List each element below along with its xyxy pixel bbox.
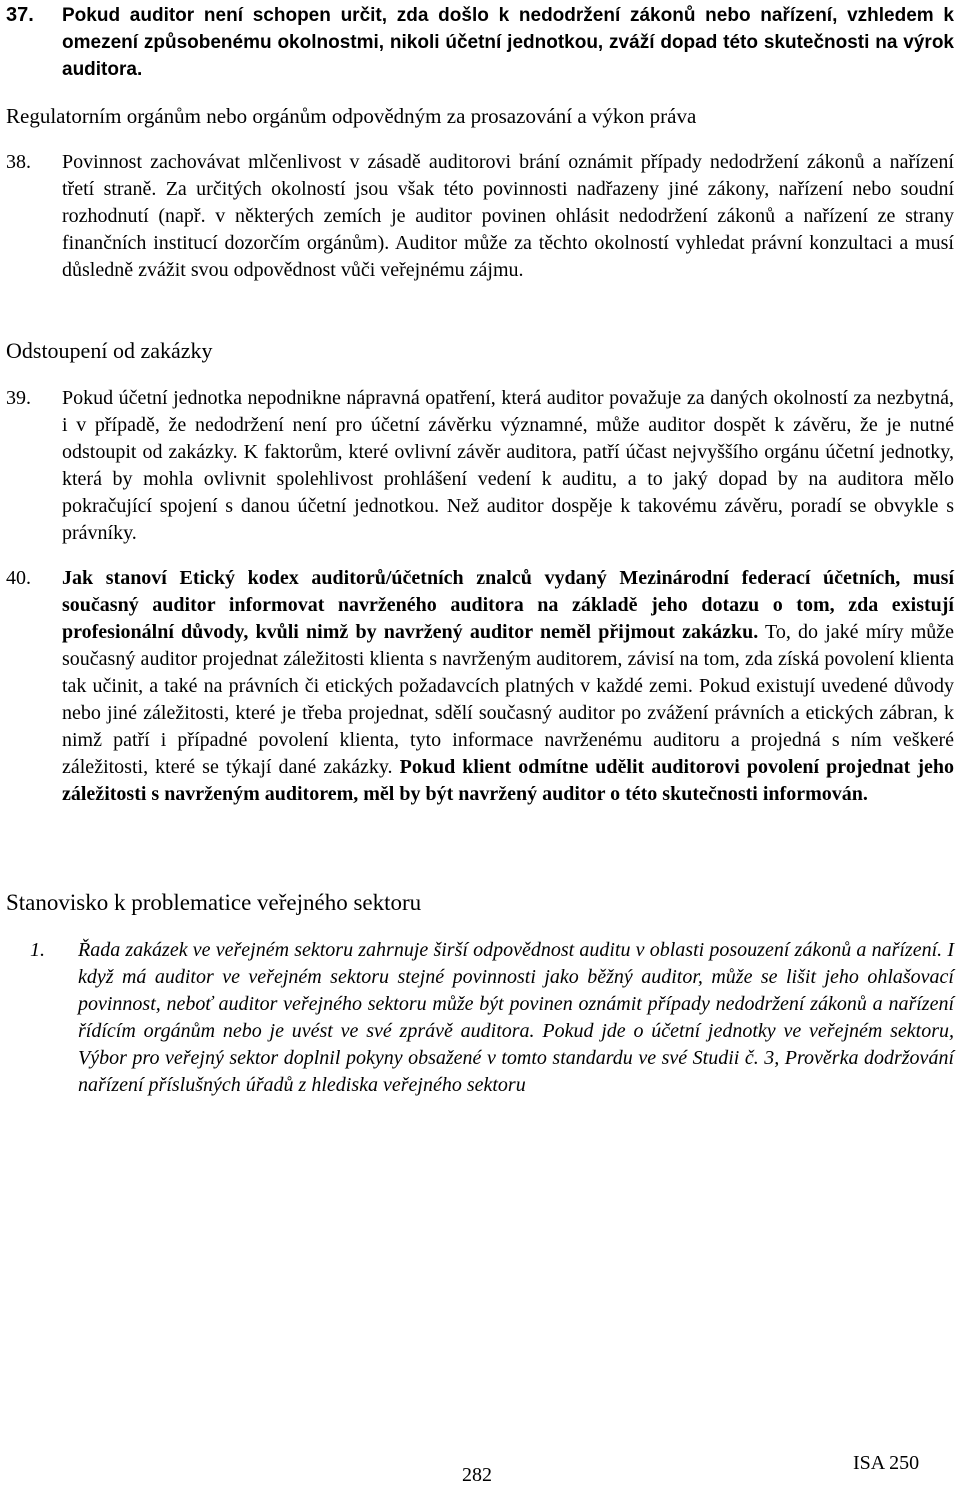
paragraph-39-text: Pokud účetní jednotka nepodnikne nápravná opatření, která auditor považuje za daných okolností za nezbytná, i v případě, že nedodržení není pro účetní závěrku významné, může auditor dospět k závěru, že je nutné odstoupit od zakázky. K faktorům, které ovlivní závěr auditora, patří účast nejvyššího orgánu účetní jednotky, která by mohla ovlivnit spolehlivost prohlášení vedení k auditu, a to jaký dopad by na auditora mělo pokračující spojení s danou účetní jednotkou. Než auditor dospěje k takovému závěru, poradí se obvykle s právníky. bbox=[62, 387, 954, 544]
paragraph-40-bold-b: Pokud klient odmítne udělit auditorovi povolení projednat jeho záležitosti s navrženým auditorem, měl by být navržený auditor o této skutečnosti informován. bbox=[62, 756, 954, 805]
paragraph-37-number: 37. bbox=[6, 4, 34, 26]
paragraph-40-body: To, do jaké míry může současný auditor projednat záležitosti klienta s navrženým auditorem, závisí na tom, zda získá povolení klienta tak učinit, a také na právních či etických požadavcích platných v každé zemi. Pokud existují uvedené důvody nebo jiné záležitosti, které je třeba projednat, sdělí současný auditor po zvážení právních a etických zábran, k nimž patří i případné povolení klienta, tyto informace navrženému auditoru a projedná s ním veškeré záležitosti, které se týkají dané zakázky. bbox=[62, 621, 955, 778]
heading-public-sector: Stanovisko k problematice veřejného sektoru bbox=[6, 890, 422, 915]
paragraph-40-number: 40. bbox=[6, 567, 31, 589]
heading-withdrawal: Odstoupení od zakázky bbox=[6, 338, 213, 363]
paragraph-37-text: Pokud auditor není schopen určit, zda došlo k nedodržení zákonů nebo nařízení, vzhledem k omezení způsobenému okolnostmi, nikoli účetní jednotkou, zváží dopad této skutečnosti na výrok auditora. bbox=[62, 5, 954, 80]
page-number: 282 bbox=[462, 1464, 492, 1486]
paragraph-38-number: 38. bbox=[6, 151, 31, 173]
paragraph-39-number: 39. bbox=[6, 387, 31, 409]
public-sector-item-text: Řada zakázek ve veřejném sektoru zahrnuje širší odpovědnost auditu v oblasti posouzení zákonů a nařízení. I když má auditor ve veřejném sektoru stejné povinnosti jako běžný auditor, může se lišit jeho ohlašovací povinnost, neboť auditor veřejného sektoru může být povinen oznámit případy nedodržení zákonů a nařízení řídícím orgánům nebo je uvést ve své zprávě auditora. Pokud jde o účetní jednotky ve veřejném sektoru, Výbor pro veřejný sektor doplnil pokyny obsažené v tomto standardu ve své Studii č. 3, Prověrka dodržování nařízení příslušných úřadů z hlediska veřejného sektoru bbox=[78, 939, 954, 1096]
footer-standard-label: ISA 250 bbox=[853, 1452, 920, 1474]
paragraph-38-text bbox=[62, 149, 954, 284]
paragraph-40-text bbox=[62, 565, 954, 808]
heading-regulatory-bodies: Regulatorním orgánům nebo orgánům odpovědným za prosazování a výkon práva bbox=[6, 104, 697, 128]
paragraph-40-bold-a: Jak stanoví Etický kodex auditorů/účetních znalců vydaný Mezinárodní federací účetních, musí současný auditor informovat navrženého auditora na základě jeho dotazu o tom, zda existují profesionální důvody, kvůli nimž by navržený auditor neměl přijmout zakázku. bbox=[62, 567, 954, 643]
paragraph-38-text-b: v některých zemích je auditor povinen ohlásit nedodržení zákonů a nařízení ze strany finančních institucí dozorčím orgánům). Auditor může za těchto okolností vyhledat právní konzultaci a musí důsledně zvážit svou odpovědnost vůči veřejnému zájmu. bbox=[62, 205, 954, 281]
public-sector-item-number: 1. bbox=[30, 939, 45, 961]
paragraph-38-text-a: Povinnost zachovávat mlčenlivost v zásadě auditorovi brání oznámit případy nedodržení zákonů a nařízení třetí straně. Za určitých okolností jsou však této povinnosti nadřazeny jiné zákony, nařízení nebo soudní rozhodnutí (např. bbox=[62, 151, 954, 227]
